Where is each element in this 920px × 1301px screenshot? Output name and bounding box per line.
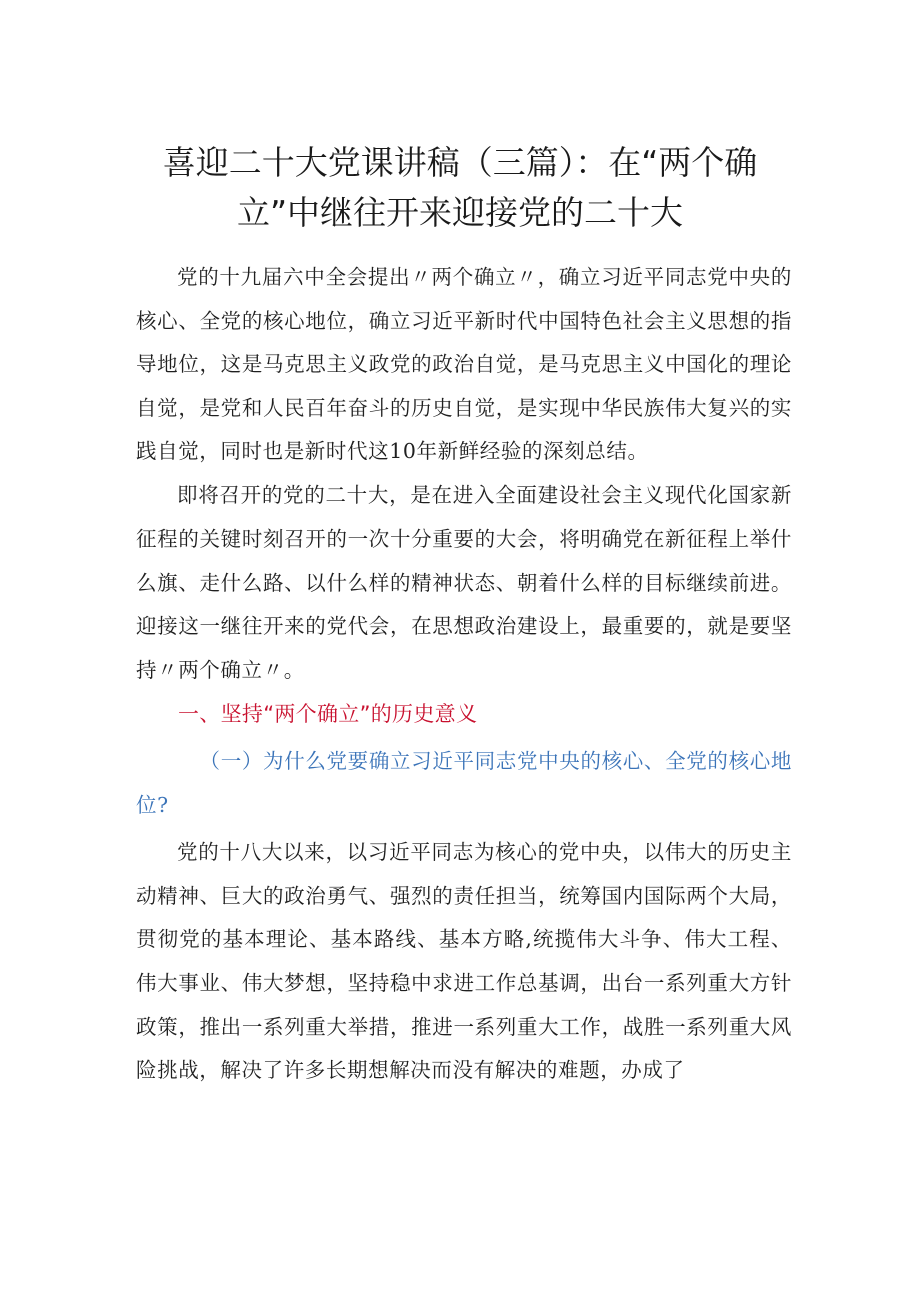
document-body: [136, 256, 792, 1093]
section-heading: 一、坚持“两个确立”的历史意义: [178, 702, 478, 727]
paragraph-1: 党的十九届六中全会提出〃两个确立〃，确立习近平同志党中央的核心、全党的核心地位，确立习近平新时代中国特色社会主义思想的指导地位，这是马克思主义政党的政治自觉，是马克思主义中国化的理论自觉，是党和人民百年奋斗的历史自觉，是实现中华民族伟大复兴的实践自觉，同时也是新时代这10年新鲜经验的深刻总结。: [136, 265, 792, 464]
paragraph-3: 党的十八大以来，以习近平同志为核心的党中央，以伟大的历史主动精神、巨大的政治勇气、强烈的责任担当，统筹国内国际两个大局，贯彻党的基本理论、基本路线、基本方略,统揽伟大斗争、伟大工程、伟大事业、伟大梦想，坚持稳中求进工作总基调，出台一系列重大方针政策，推出一系列重大举措，推进一系列重大工作，战胜一系列重大风险挑战，解决了许多长期想解决而没有解决的难题，办成了: [136, 840, 792, 1083]
paragraph-2: 即将召开的党的二十大，是在进入全面建设社会主义现代化国家新征程的关键时刻召开的一次十分重要的大会，将明确党在新征程上举什么旗、走什么路、以什么样的精神状态、朝着什么样的目标继续前进。迎接这一继往开来的党代会，在思想政治建设上，最重要的，就是要坚持〃两个确立〃。: [136, 483, 792, 682]
document-title: [120, 138, 800, 238]
title-line-2: 立”中继往开来迎接党的二十大: [236, 193, 684, 232]
title-line-1: 喜迎二十大党课讲稿（三篇）：在“两个确: [162, 143, 758, 182]
subsection-heading: （一）为什么党要确立习近平同志党中央的核心、全党的核心地位?: [136, 749, 792, 817]
